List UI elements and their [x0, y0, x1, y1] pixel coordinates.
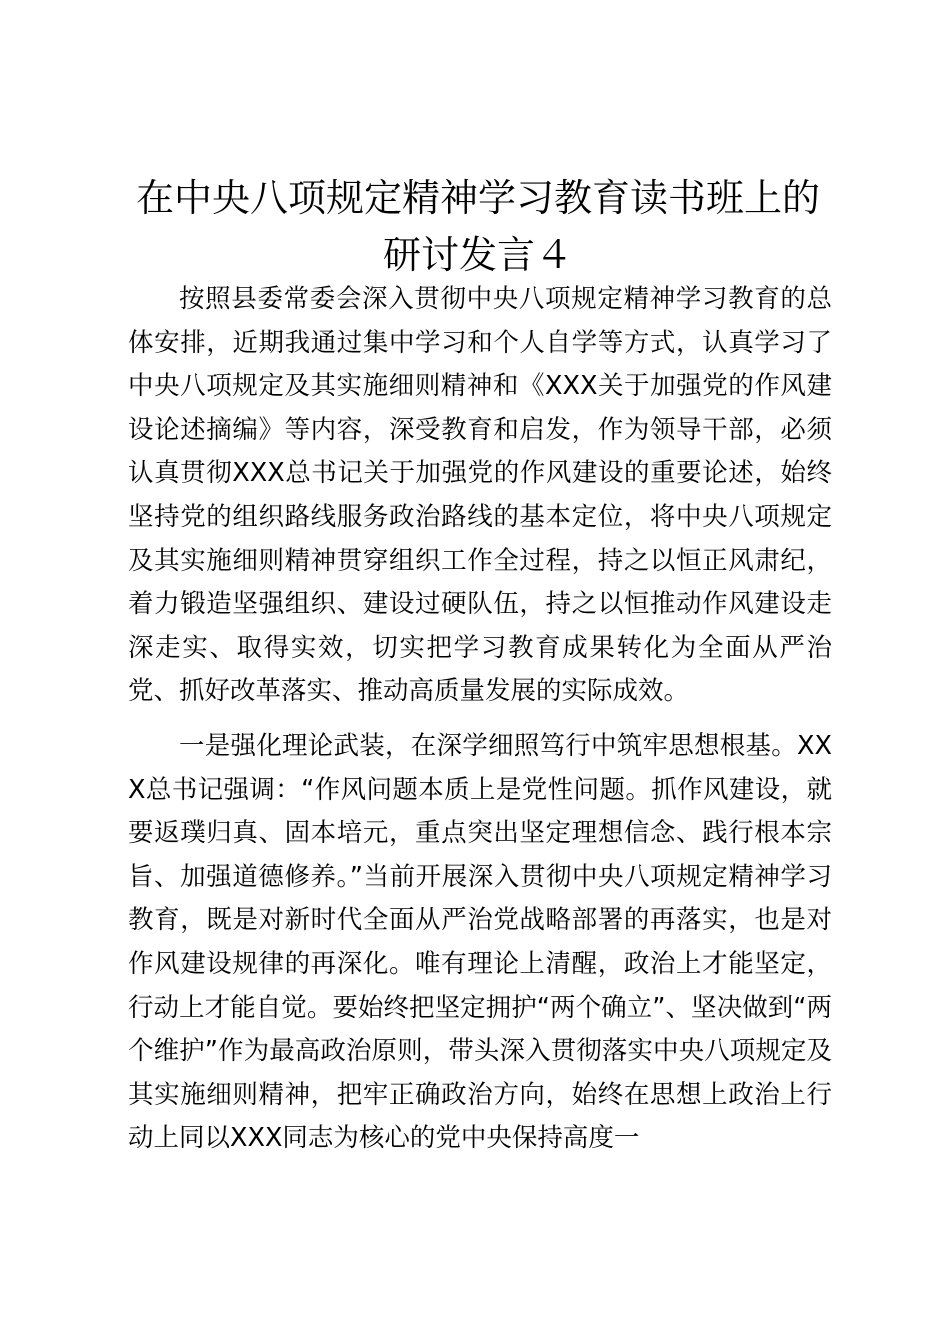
body-paragraph: 一是强化理论武装，在深学细照笃行中筑牢思想根基。XXX总书记强调：“作风问题本质上是党性问题。抓作风建设，就要返璞归真、固本培元，重点突出坚定理想信念、践行根本宗旨、加强道德修养。”当前开展深入贯彻中央八项规定精神学习教育，既是对新时代全面从严治党战略部署的再落实，也是对作风建设规律的再深化。唯有理论上清醒，政治上才能坚定，行动上才能自觉。要始终把坚定拥护“两个确立”、坚决做到“两个维护”作为最高政治原则，带头深入贯彻落实中央八项规定及其实施细则精神，把牢正确政治方向，始终在思想上政治上行动上同以XXX同志为核心的党中央保持高度一 [128, 731, 832, 1154]
document-title: 在中央八项规定精神学习教育读书班上的研讨发言４ [135, 176, 820, 277]
body-paragraph: 按照县委常委会深入贯彻中央八项规定精神学习教育的总体安排，近期我通过集中学习和个人自学等方式，认真学习了中央八项规定及其实施细则精神和《XXX关于加强党的作风建设论述摘编》等内容，深受教育和启发，作为领导干部，必须认真贯彻XXX总书记关于加强党的作风建设的重要论述，始终坚持党的组织路线服务政治路线的基本定位，将中央八项规定及其实施细则精神贯穿组织工作全过程，持之以恒正风肃纪，着力锻造坚强组织、建设过硬队伍，持之以恒推动作风建设走深走实、取得实效，切实把学习教育成果转化为全面从严治党、抓好改革落实、推动高质量发展的实际成效。 [128, 284, 832, 707]
